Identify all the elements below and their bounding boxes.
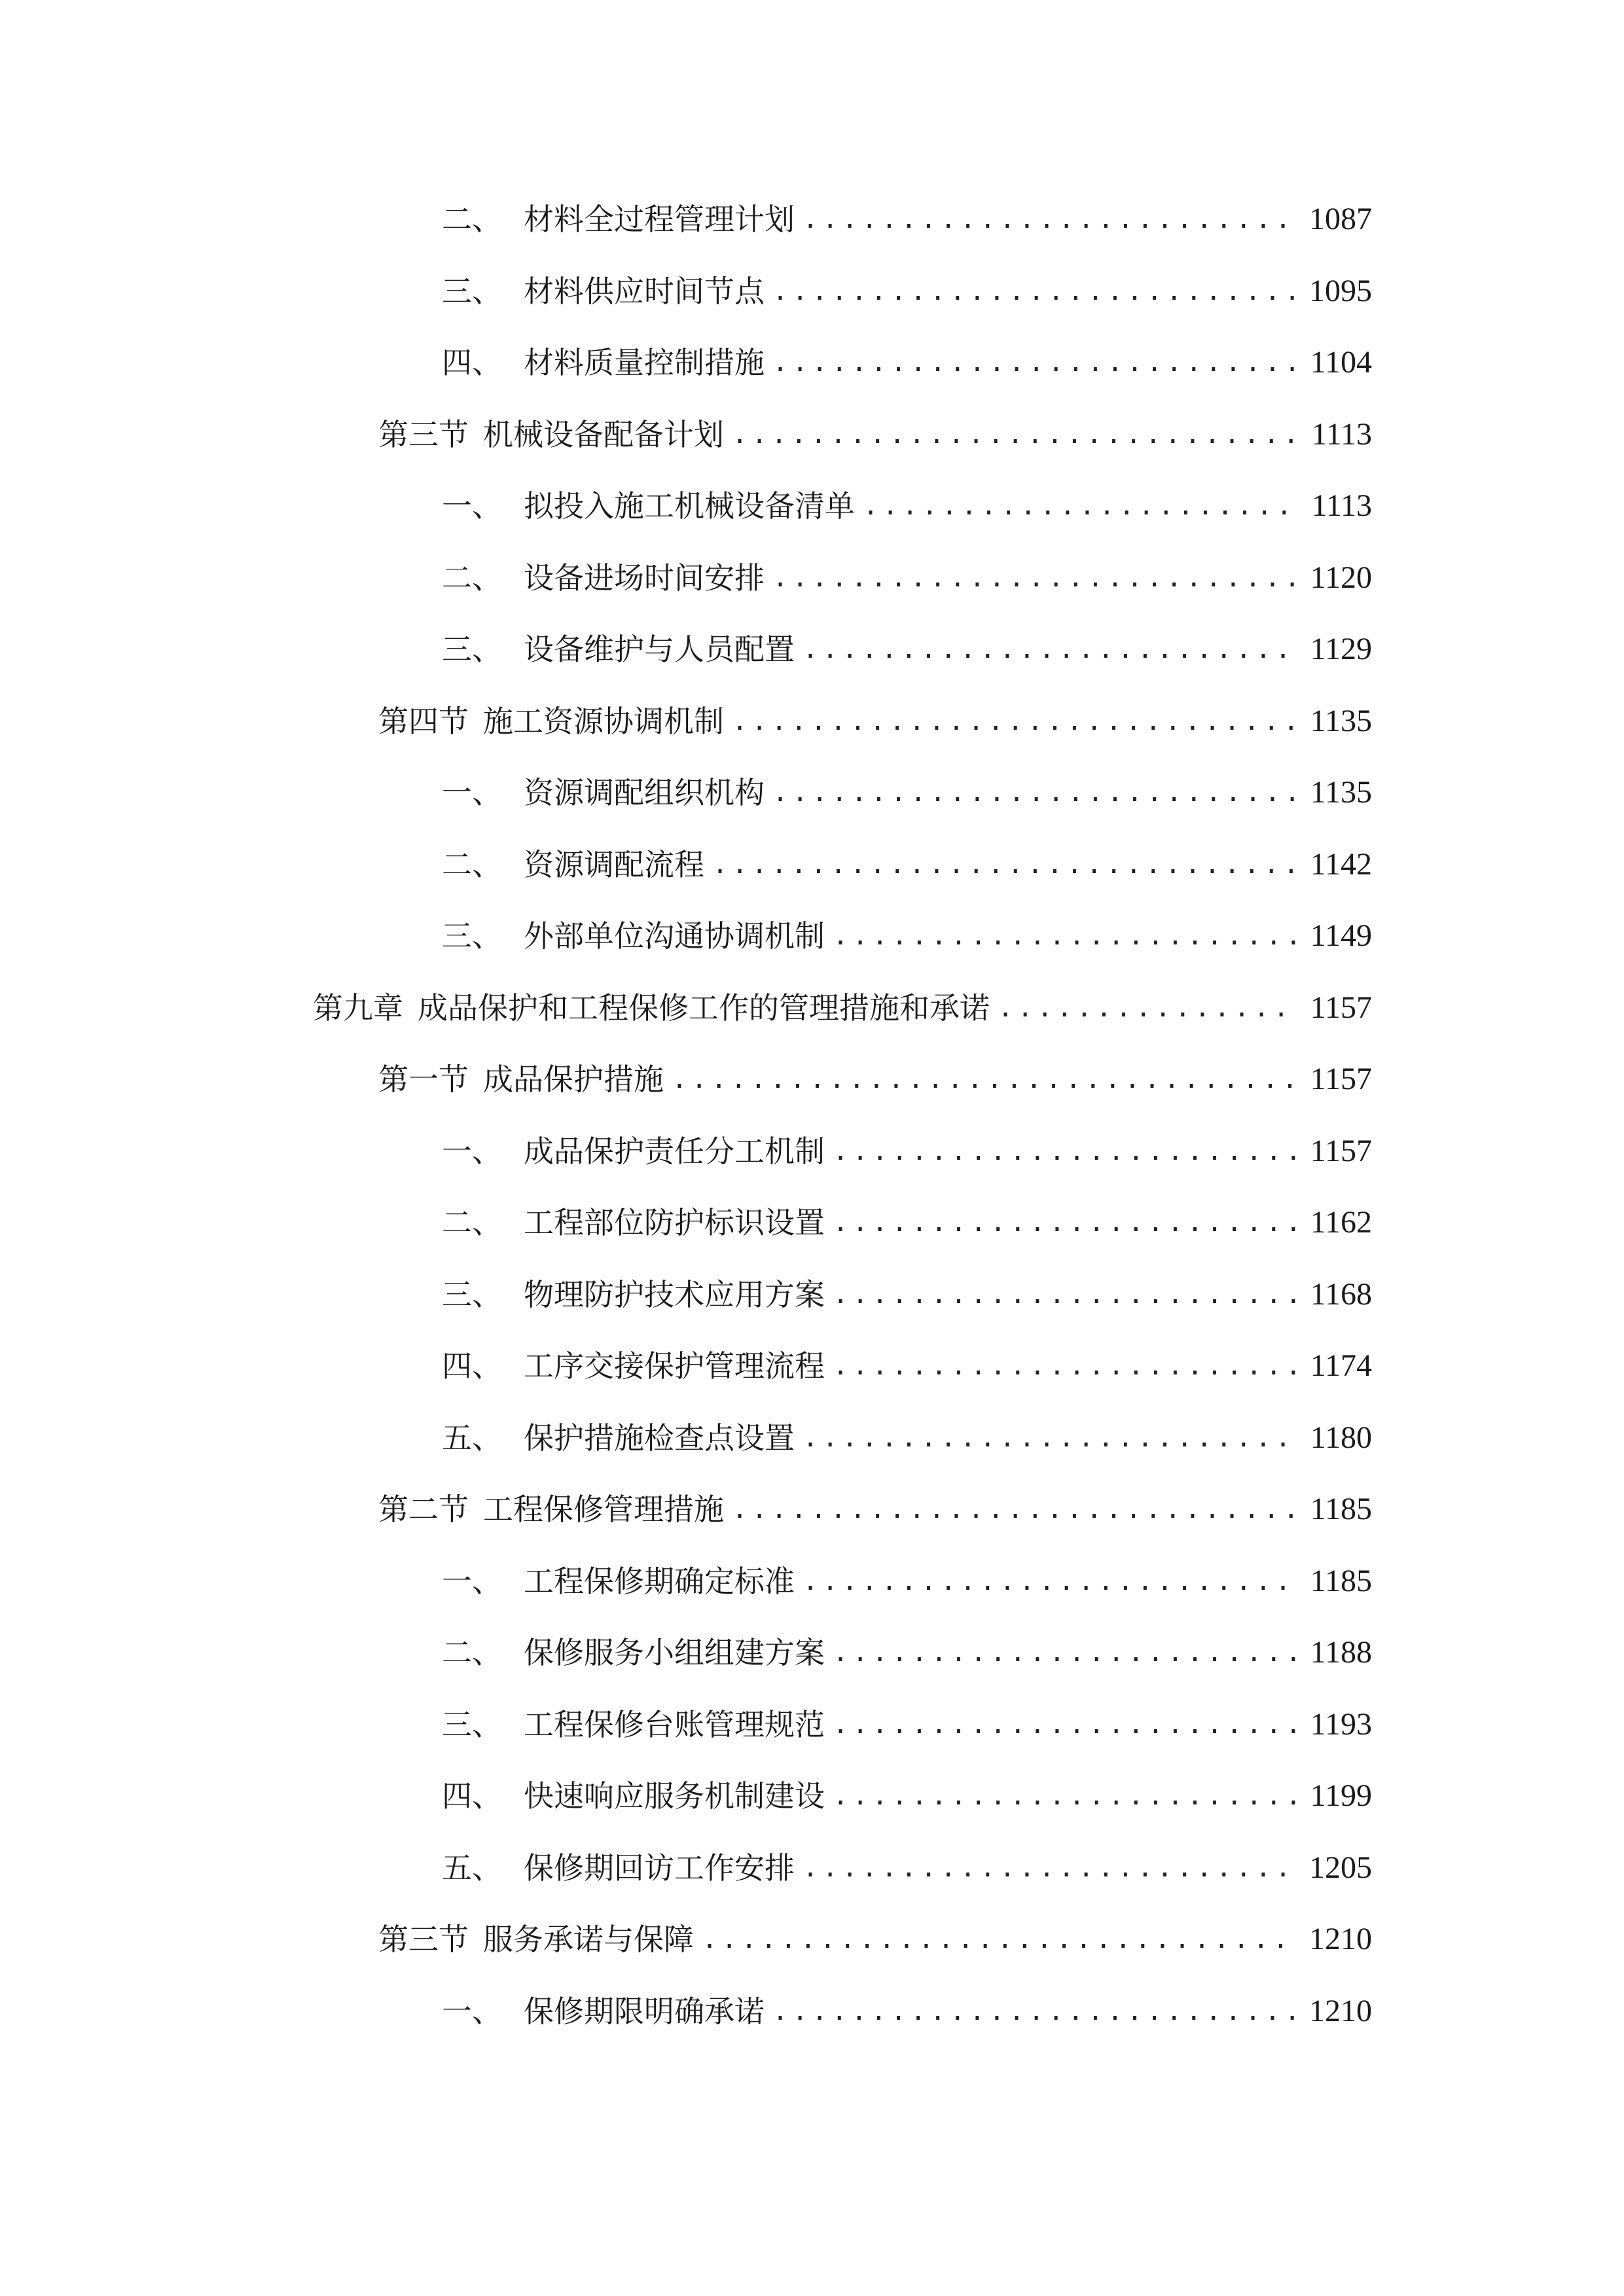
- toc-entry-page: 1104: [1310, 345, 1372, 380]
- toc-entry[interactable]: [378, 695, 1372, 747]
- toc-entry-title: 材料质量控制措施: [524, 345, 765, 380]
- toc-entry-title: 保修服务小组组建方案: [524, 1635, 825, 1670]
- toc-entry-page: 1180: [1310, 1420, 1372, 1455]
- toc-entry[interactable]: [442, 1555, 1372, 1607]
- dot-leader: [833, 1125, 1297, 1177]
- dot-leader: [803, 1555, 1297, 1607]
- toc-entry[interactable]: [442, 1340, 1372, 1392]
- toc-entry-title: 保护措施检查点设置: [524, 1420, 795, 1456]
- toc-entry-page: 1113: [1311, 488, 1372, 523]
- toc-entry-number: 二、: [442, 1635, 502, 1670]
- toc-entry-number: 四、: [442, 1348, 502, 1384]
- toc-entry-page: 1157: [1310, 990, 1372, 1025]
- dot-leader: [833, 1698, 1297, 1751]
- toc-entry-page: 1113: [1311, 417, 1372, 452]
- toc-entry-number: 第二节: [378, 1492, 469, 1527]
- toc-entry-number: 三、: [442, 918, 502, 954]
- dot-leader: [732, 695, 1297, 747]
- dot-leader: [833, 910, 1297, 962]
- toc-entry-title: 工程保修期确定标准: [524, 1564, 795, 1599]
- toc-entry-title: 保修期限明确承诺: [524, 1994, 765, 2029]
- toc-entry-title: 材料全过程管理计划: [524, 202, 795, 237]
- toc-entry-page: 1168: [1310, 1277, 1372, 1312]
- toc-entry-number: 二、: [442, 847, 502, 882]
- toc-entry-number: 第四节: [378, 704, 469, 739]
- toc-entry-page: 1157: [1310, 1134, 1372, 1168]
- toc-entry-number: 第九章: [313, 990, 403, 1026]
- toc-entry-title: 施工资源协调机制: [483, 704, 724, 739]
- toc-entry-page: 1157: [1310, 1062, 1372, 1096]
- toc-entry-page: 1149: [1310, 918, 1372, 953]
- toc-entry-title: 快速响应服务机制建设: [524, 1778, 825, 1814]
- toc-entry-title: 设备进场时间安排: [524, 560, 765, 596]
- toc-entry[interactable]: [442, 1125, 1372, 1177]
- dot-leader: [732, 408, 1297, 461]
- toc-entry-title: 工程保修台账管理规范: [524, 1707, 825, 1742]
- toc-entry-page: 1188: [1310, 1635, 1372, 1670]
- toc-entry-number: 二、: [442, 560, 502, 596]
- dot-leader: [772, 552, 1297, 604]
- toc-entry-page: 1162: [1310, 1205, 1372, 1240]
- toc-entry[interactable]: [442, 838, 1372, 891]
- toc-entry-number: 一、: [442, 775, 502, 810]
- toc-entry[interactable]: [442, 910, 1372, 962]
- toc-entry-title: 服务承诺与保障: [483, 1922, 694, 1957]
- toc-entry-title: 成品保护责任分工机制: [524, 1134, 825, 1169]
- dot-leader: [833, 1340, 1297, 1392]
- dot-leader: [833, 1626, 1297, 1679]
- toc-entry-title: 工序交接保护管理流程: [524, 1348, 825, 1384]
- toc-entry-page: 1095: [1309, 274, 1372, 308]
- toc-entry-page: 1135: [1310, 775, 1372, 810]
- toc-entry-number: 三、: [442, 1707, 502, 1742]
- toc-entry-page: 1210: [1309, 1922, 1372, 1956]
- toc-entry[interactable]: [442, 265, 1372, 317]
- dot-leader: [998, 982, 1297, 1034]
- toc-entry-page: 1210: [1309, 1994, 1372, 2028]
- toc-entry-page: 1129: [1310, 632, 1372, 666]
- toc-entry[interactable]: [378, 1053, 1372, 1105]
- toc-entry-title: 成品保护措施: [483, 1062, 664, 1097]
- toc-entry-number: 一、: [442, 488, 502, 524]
- toc-entry-number: 五、: [442, 1850, 502, 1886]
- dot-leader: [803, 1412, 1297, 1464]
- dot-leader: [772, 1985, 1297, 2037]
- toc-entry-number: 四、: [442, 345, 502, 380]
- toc-entry-page: 1205: [1309, 1850, 1372, 1885]
- toc-entry[interactable]: [378, 408, 1372, 461]
- toc-entry-page: 1135: [1310, 704, 1372, 738]
- toc-entry-number: 四、: [442, 1778, 502, 1814]
- toc-entry-title: 材料供应时间节点: [524, 274, 765, 309]
- toc-entry-page: 1142: [1310, 847, 1372, 882]
- toc-entry-number: 五、: [442, 1420, 502, 1456]
- dot-leader: [833, 1268, 1297, 1321]
- toc-entry-number: 第三节: [378, 417, 469, 452]
- toc-entry[interactable]: [378, 1913, 1372, 1965]
- toc-entry[interactable]: [442, 1985, 1372, 2037]
- toc-entry[interactable]: [442, 1626, 1372, 1679]
- toc-entry[interactable]: [442, 552, 1372, 604]
- toc-entry-title: 资源调配组织机构: [524, 775, 765, 810]
- toc-entry-page: 1199: [1310, 1778, 1372, 1813]
- toc-entry-title: 工程部位防护标识设置: [524, 1205, 825, 1240]
- toc-entry-title: 拟投入施工机械设备清单: [524, 488, 855, 524]
- dot-leader: [833, 1770, 1297, 1822]
- toc-entry-number: 第一节: [378, 1062, 469, 1097]
- toc-entry[interactable]: [442, 766, 1372, 819]
- toc-entry-number: 二、: [442, 1205, 502, 1240]
- dot-leader: [712, 838, 1297, 891]
- toc-entry[interactable]: [442, 336, 1372, 389]
- toc-entry-number: 一、: [442, 1134, 502, 1169]
- toc-entry-title: 设备维护与人员配置: [524, 632, 795, 667]
- toc-entry[interactable]: [442, 193, 1372, 245]
- toc-entry[interactable]: [442, 1196, 1372, 1249]
- dot-leader: [803, 623, 1297, 675]
- toc-entry[interactable]: [378, 1483, 1372, 1535]
- toc-entry-title: 物理防护技术应用方案: [524, 1277, 825, 1312]
- toc-entry-page: 1120: [1310, 560, 1372, 595]
- toc-entry-title: 资源调配流程: [524, 847, 704, 882]
- toc-entry-page: 1174: [1310, 1348, 1372, 1383]
- toc-entry-number: 一、: [442, 1994, 502, 2029]
- toc-entry-page: 1193: [1310, 1707, 1372, 1742]
- toc-entry[interactable]: [442, 1268, 1372, 1321]
- toc-entry-number: 第三节: [378, 1922, 469, 1957]
- toc-entry-title: 工程保修管理措施: [483, 1492, 724, 1527]
- toc-entry-title: 外部单位沟通协调机制: [524, 918, 825, 954]
- toc-entry[interactable]: [442, 480, 1372, 532]
- toc-entry[interactable]: [313, 982, 1372, 1034]
- toc-entry-title: 保修期回访工作安排: [524, 1850, 795, 1886]
- dot-leader: [702, 1913, 1297, 1965]
- toc-entry-number: 二、: [442, 202, 502, 237]
- toc-entry-number: 一、: [442, 1564, 502, 1599]
- toc-entry-page: 1185: [1310, 1492, 1372, 1526]
- dot-leader: [772, 336, 1297, 389]
- dot-leader: [772, 265, 1297, 317]
- toc-entry-page: 1185: [1310, 1564, 1372, 1598]
- dot-leader: [803, 1842, 1297, 1894]
- toc-entry[interactable]: [442, 1698, 1372, 1751]
- toc-entry[interactable]: [442, 1842, 1372, 1894]
- toc-entry-page: 1087: [1309, 202, 1372, 236]
- toc-entry-title: 成品保护和工程保修工作的管理措施和承诺: [418, 990, 990, 1026]
- toc-entry-number: 三、: [442, 1277, 502, 1312]
- dot-leader: [803, 193, 1297, 245]
- toc-entry[interactable]: [442, 1412, 1372, 1464]
- dot-leader: [772, 766, 1297, 819]
- toc-entry-number: 三、: [442, 274, 502, 309]
- toc-entry-title: 机械设备配备计划: [483, 417, 724, 452]
- dot-leader: [672, 1053, 1297, 1105]
- dot-leader: [863, 480, 1297, 532]
- dot-leader: [732, 1483, 1297, 1535]
- toc-entry[interactable]: [442, 623, 1372, 675]
- toc-entry[interactable]: [442, 1770, 1372, 1822]
- toc-entry-number: 三、: [442, 632, 502, 667]
- dot-leader: [833, 1196, 1297, 1249]
